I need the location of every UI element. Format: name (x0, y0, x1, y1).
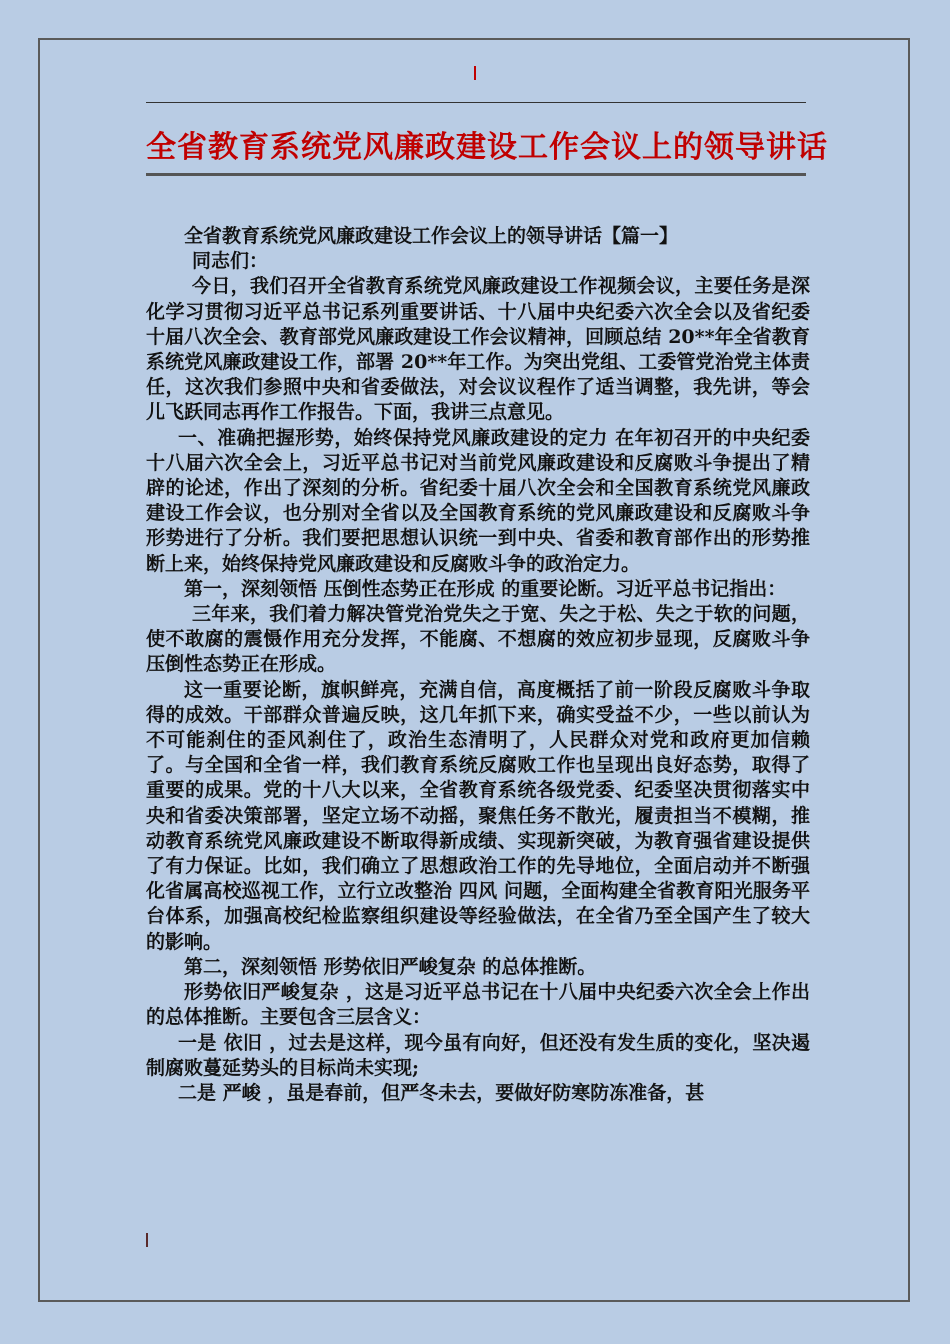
document-body (146, 224, 810, 1106)
paragraph: 这一重要论断，旗帜鲜亮，充满自信，高度概括了前一阶段反腐败斗争取得的成效。干部群众普遍反映，这几年抓下来，确实受益不少，一些以前认为不可能刹住的歪风刹住了，政治生态清明了，人民群众对党和政府更加信赖了。与全国和全省一样，我们教育系统反腐败工作也呈现出良好态势，取得了重要的成果。党的十八大以来，全省教育系统各级党委、纪委坚决贯彻落实中央和省委决策部署，坚定立场不动摇，聚焦任务不散光，履责担当不模糊，推动教育系统党风廉政建设不断取得新成绩、实现新突破，为教育强省建设提供了有力保证。比如，我们确立了思想政治工作的先导地位，全面启动并不断强化省属高校巡视工作，立行立改整治 四风 问题，全面构建全省教育阳光服务平台体系，加强高校纪检监察组织建设等经验做法，在全省乃至全国产生了较大的影响。 (146, 678, 810, 953)
header-mark (474, 66, 476, 80)
paragraph: 第二，深刻领悟 形势依旧严峻复杂 的总体推断。 (184, 955, 597, 978)
paragraph: 形势依旧严峻复杂 ，这是习近平总书记在十八届中央纪委六次全会上作出的总体推断。主要包含三层含义： (146, 981, 810, 1029)
paragraph: 二是 严峻 ，虽是春前，但严冬未去，要做好防寒防冻准备，甚 (178, 1081, 705, 1104)
paragraph: 今日，我们召开全省教育系统党风廉政建设工作视频会议，主要任务是深化学习贯彻习近平总书记系列重要讲话、十八届中央纪委六次全会以及省纪委十届八次全会、教育部党风廉政建设工作会议精神，回顾总结 20**年全省教育系统党风廉政建设工作，部署 20**年工作。为突出党组、工委管党治党主体责任，这次我们参照中央和省委做法，对会议议程作了适当调整，我先讲，等会儿飞跃同志再作工作报告。下面，我讲三点意见。 (146, 275, 810, 424)
title-underline (146, 173, 806, 176)
paragraph: 一是 依旧 ，过去是这样，现今虽有向好，但还没有发生质的变化，坚决遏制腐败蔓延势头的目标尚未实现; (146, 1031, 810, 1079)
paragraph: 第一，深刻领悟 压倒性态势正在形成 的重要论断。习近平总书记指出： (184, 577, 787, 600)
header-rule (146, 102, 806, 103)
section-heading: 全省教育系统党风廉政建设工作会议上的领导讲话【篇一】 (184, 225, 679, 247)
document-title: 全省教育系统党风廉政建设工作会议上的领导讲话 (146, 130, 828, 165)
salutation: 同志们： (192, 250, 269, 273)
paragraph: 一、准确把握形势，始终保持党风廉政建设的定力 在年初召开的中央纪委十八届六次全会上，习近平总书记对当前党风廉政建设和反腐败斗争提出了精辟的论述，作出了深刻的分析。省纪委十届八次全会和全国教育系统党风廉政建设工作会议，也分别对全省以及全国教育系统的党风廉政建设和反腐败斗争形势进行了分析。我们要把思想认识统一到中央、省委和教育部作出的形势推断上来，始终保持党风廉政建设和反腐败斗争的政治定力。 (146, 426, 810, 575)
footer-mark (146, 1233, 148, 1247)
quote-paragraph: 三年来，我们着力解决管党治党失之于宽、失之于松、失之于软的问题，使不敢腐的震慑作用充分发挥，不能腐、不想腐的效应初步显现，反腐败斗争压倒性态势正在形成。 (146, 603, 810, 676)
